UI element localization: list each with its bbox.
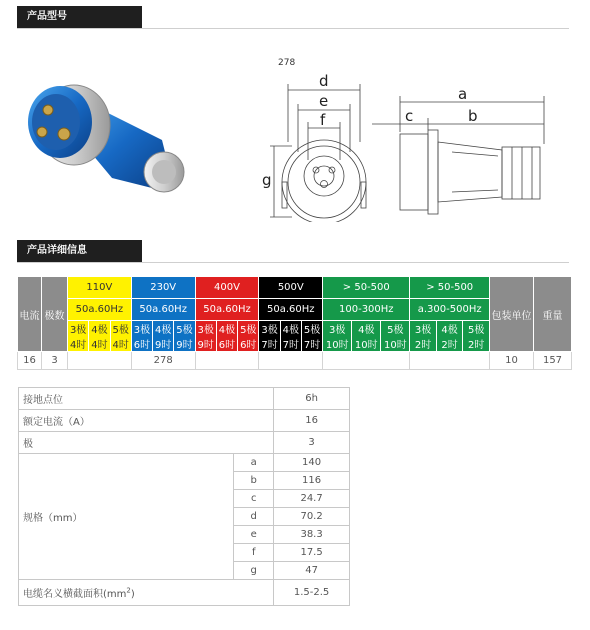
header-frequency: 50a.60Hz: [259, 299, 323, 321]
pole-cell: 3极 7时: [259, 321, 280, 352]
dim-key: e: [234, 526, 274, 544]
dim-value: 116: [274, 472, 350, 490]
param-value: 16: [274, 410, 350, 432]
cell-current: 16: [18, 352, 42, 370]
pole-cell: 5极 9时: [174, 321, 195, 352]
pole-cell: 5极 4时: [110, 321, 131, 352]
pole-cell: 4极 4时: [89, 321, 110, 352]
cell-empty: [323, 352, 410, 370]
pole-cell: 5极 10时: [381, 321, 410, 352]
dim-key: b: [234, 472, 274, 490]
pole-cell: 5极 6时: [238, 321, 259, 352]
header-package: 包装单位: [490, 277, 534, 352]
param-value: 1.5-2.5: [274, 580, 350, 606]
dim-key: d: [234, 508, 274, 526]
param-value: 6h: [274, 388, 350, 410]
header-voltage: 230V: [131, 277, 195, 299]
dim-key: a: [234, 454, 274, 472]
pole-cell: 3极 9时: [195, 321, 216, 352]
dim-key: c: [234, 490, 274, 508]
pole-cell: 4极 7时: [280, 321, 301, 352]
dim-label-g: g: [262, 171, 272, 189]
pole-cell: 3极 6时: [131, 321, 152, 352]
header-voltage: > 50-500: [410, 277, 490, 299]
header-current: 电流: [18, 277, 42, 352]
table-row: [18, 352, 572, 370]
dim-value: 70.2: [274, 508, 350, 526]
pole-cell: 4极 6时: [216, 321, 237, 352]
header-weight: 重量: [534, 277, 572, 352]
table-row: [19, 580, 350, 606]
header-voltage: 500V: [259, 277, 323, 299]
dim-value: 38.3: [274, 526, 350, 544]
table-row: [19, 410, 350, 432]
param-value: 3: [274, 432, 350, 454]
header-voltage: 400V: [195, 277, 259, 299]
pole-cell: 3极 2时: [410, 321, 436, 352]
dim-value: 140: [274, 454, 350, 472]
cell-weight: 157: [534, 352, 572, 370]
dim-key: f: [234, 544, 274, 562]
cell-empty: [410, 352, 490, 370]
header-frequency: 100-300Hz: [323, 299, 410, 321]
cell-package: 10: [490, 352, 534, 370]
cell-model: 278: [131, 352, 195, 370]
cell-poles: 3: [42, 352, 68, 370]
table-row: [19, 432, 350, 454]
product-photo: [12, 60, 192, 200]
dim-value: 47: [274, 562, 350, 580]
dim-label-c: c: [405, 107, 414, 125]
pole-cell: 4极 10时: [352, 321, 381, 352]
param-label: 电缆名义横截面积$(mm^2)$: [19, 580, 274, 606]
param-label: 规格（mm）: [19, 454, 234, 580]
dim-key: g: [234, 562, 274, 580]
table-row: [19, 388, 350, 410]
header-poles: 极数: [42, 277, 68, 352]
cell-empty: [68, 352, 132, 370]
cell-empty: [259, 352, 323, 370]
dim-label-b: b: [468, 107, 478, 125]
pole-cell: 3极 10时: [323, 321, 352, 352]
header-frequency: 50a.60Hz: [195, 299, 259, 321]
dim-label-e: e: [319, 92, 329, 110]
cell-empty: [195, 352, 259, 370]
dim-label-f: f: [320, 111, 326, 129]
dim-label-d: d: [319, 72, 329, 90]
header-frequency: a.300-500Hz: [410, 299, 490, 321]
dimension-drawing: [262, 52, 562, 222]
pole-cell: 4极 2时: [436, 321, 462, 352]
header-voltage: 110V: [68, 277, 132, 299]
header-frequency: 50a.60Hz: [131, 299, 195, 321]
param-label: 极: [19, 432, 274, 454]
pole-cell: 5极 2时: [463, 321, 490, 352]
header-frequency: 50a.60Hz: [68, 299, 132, 321]
param-table: [18, 387, 350, 606]
section-title-details: 产品详细信息: [17, 240, 142, 262]
spec-table: [17, 276, 572, 370]
pole-cell: 4极 9时: [153, 321, 174, 352]
param-label: 接地点位: [19, 388, 274, 410]
header-voltage: > 50-500: [323, 277, 410, 299]
dim-value: 17.5: [274, 544, 350, 562]
dim-label-a: a: [458, 85, 468, 103]
table-row: [19, 454, 350, 472]
param-label: 额定电流（A）: [19, 410, 274, 432]
section-divider: [17, 262, 569, 263]
pole-cell: 5极 7时: [301, 321, 322, 352]
section-divider: [17, 28, 569, 29]
dim-value: 24.7: [274, 490, 350, 508]
model-number-label: 278: [278, 58, 296, 68]
pole-cell: 3极 4时: [68, 321, 89, 352]
section-title-model: 产品型号: [17, 6, 142, 28]
